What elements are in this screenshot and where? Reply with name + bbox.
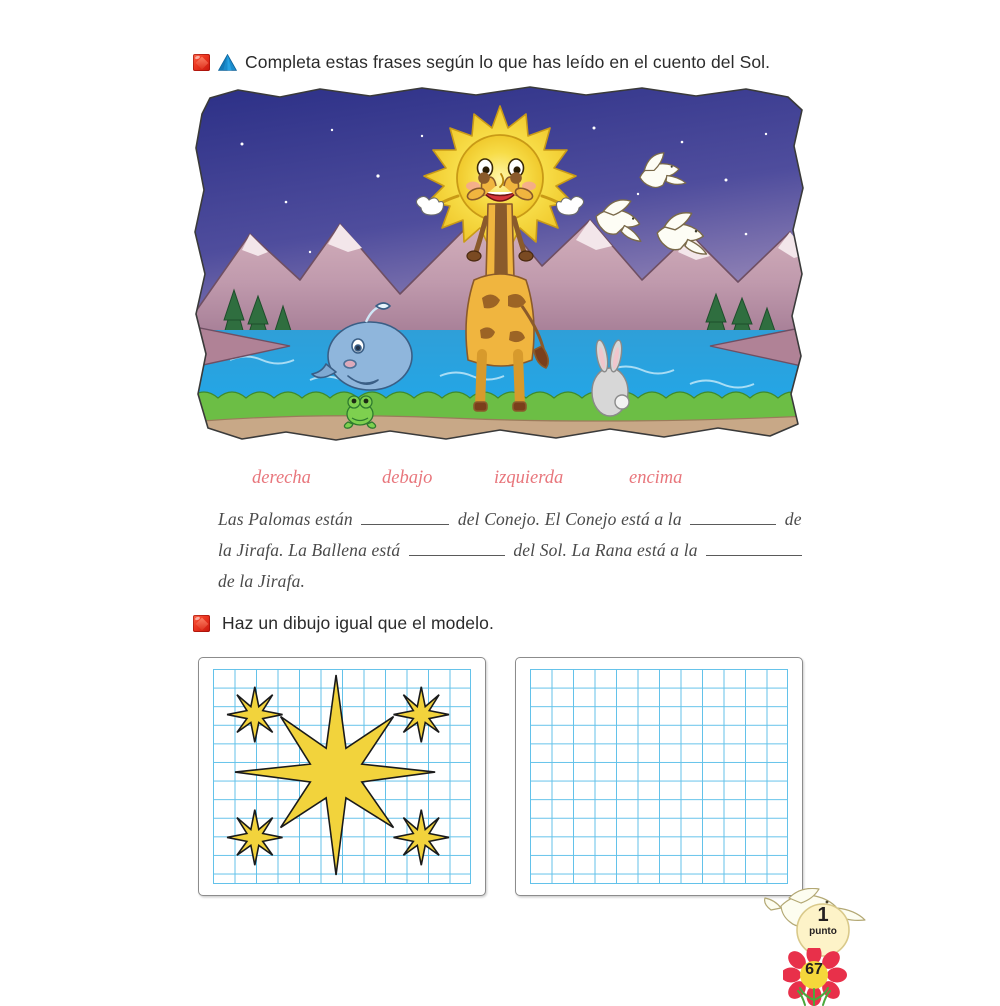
cloze-text: de [784,509,802,529]
word-bank-item-2[interactable]: izquierda [494,468,564,488]
cloze-text: la Jirafa. La Ballena está [218,540,401,560]
cloze-line-1 [218,504,808,535]
badge-label: punto [809,926,837,937]
word-bank-item-1[interactable]: debajo [382,468,433,488]
small-star-br [394,810,449,865]
page-number-flower [783,948,861,1006]
small-star-tl [227,687,282,742]
small-star-tr [394,687,449,742]
answer-grid-lines [530,669,788,884]
word-bank-item-0[interactable]: derecha [252,468,311,488]
model-stars-layer [213,669,471,884]
cloze-line-2 [218,535,808,566]
model-grid-panel [198,657,486,896]
blue-triangle-icon [218,54,237,71]
instruction-text-1: Completa estas frases según lo que has leído en el cuento del Sol. [245,52,771,72]
cloze-text: de la Jirafa. [218,571,306,591]
frog [344,396,375,428]
page-number: 67 [805,961,823,978]
instruction-text-2: Haz un dibujo igual que el modelo. [222,613,494,633]
word-bank [252,468,772,489]
red-gem-icon [193,54,210,71]
cloze-line-3 [218,566,808,597]
cloze-blank-2[interactable] [690,512,776,525]
instruction-row-1 [193,52,770,73]
story-illustration [190,84,810,444]
small-star-bl [227,810,282,865]
cloze-text: del Sol. La Rana está a la [513,540,698,560]
cloze-blank-4[interactable] [706,543,802,556]
scene-svg [190,84,810,444]
answer-grid-panel[interactable] [515,657,803,896]
cloze-blank-1[interactable] [361,512,449,525]
cloze-blank-3[interactable] [409,543,505,556]
instruction-row-2 [193,613,494,634]
scene-content [190,84,810,444]
cloze-sentences [218,504,808,597]
word-bank-item-3[interactable]: encima [629,468,683,488]
cloze-text: del Conejo. El Conejo está a la [457,509,682,529]
red-gem-icon [193,615,210,632]
badge-value: 1 [817,904,829,926]
cloze-text: Las Palomas están [218,509,353,529]
